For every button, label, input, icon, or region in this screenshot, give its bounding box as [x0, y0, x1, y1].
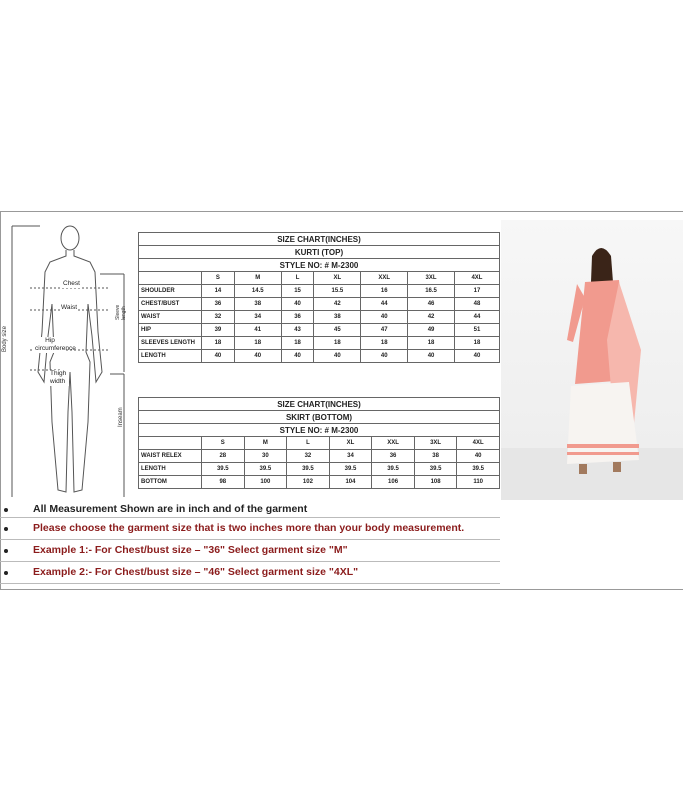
value-cell: 40: [361, 350, 408, 363]
note-text: Example 1:- For Chest/bust size – "36" Select garment size "M": [33, 544, 348, 556]
value-cell: 100: [244, 476, 287, 489]
value-cell: 40: [202, 350, 235, 363]
table-row: [139, 324, 500, 337]
value-cell: 28: [202, 450, 245, 463]
size-header-cell: M: [244, 437, 287, 450]
kurti-size-table: [138, 232, 500, 363]
value-cell: 49: [408, 324, 455, 337]
size-header-cell: XXL: [372, 437, 415, 450]
row-label: SLEEVES LENGTH: [139, 337, 202, 350]
value-cell: 32: [202, 311, 235, 324]
table-row: [139, 298, 500, 311]
value-cell: 47: [361, 324, 408, 337]
kurti-chart-title: SIZE CHART(INCHES): [139, 233, 500, 246]
size-header-row: [139, 437, 500, 450]
size-header-cell: S: [202, 437, 245, 450]
inseam-label: Inseam: [118, 407, 124, 427]
value-cell: 98: [202, 476, 245, 489]
header-blank-cell: [139, 437, 202, 450]
size-header-cell: L: [281, 272, 314, 285]
size-header-cell: L: [287, 437, 330, 450]
thigh-label: Thigh width: [49, 370, 69, 386]
note-item: [0, 502, 500, 518]
kurti-style-number: STYLE NO: # M-2300: [139, 259, 500, 272]
value-cell: 40: [281, 350, 314, 363]
size-header-cell: 4XL: [454, 272, 499, 285]
value-cell: 36: [202, 298, 235, 311]
value-cell: 39.5: [287, 463, 330, 476]
size-header-cell: 4XL: [457, 437, 500, 450]
value-cell: 42: [314, 298, 361, 311]
row-label: LENGTH: [139, 463, 202, 476]
value-cell: 40: [454, 350, 499, 363]
header-blank-cell: [139, 272, 202, 285]
value-cell: 39.5: [457, 463, 500, 476]
value-cell: 46: [408, 298, 455, 311]
note-item: [0, 540, 500, 562]
note-text: Example 2:- For Chest/bust size – "46" Select garment size "4XL": [33, 566, 359, 578]
value-cell: 14.5: [234, 285, 281, 298]
note-item: [0, 562, 500, 584]
measurement-notes: [0, 502, 500, 584]
value-cell: 18: [281, 337, 314, 350]
row-label: WAIST: [139, 311, 202, 324]
value-cell: 40: [408, 350, 455, 363]
value-cell: 110: [457, 476, 500, 489]
skirt-chart-title: SIZE CHART(INCHES): [139, 398, 500, 411]
value-cell: 16.5: [408, 285, 455, 298]
row-label: HIP: [139, 324, 202, 337]
value-cell: 44: [361, 298, 408, 311]
value-cell: 39.5: [414, 463, 457, 476]
value-cell: 15: [281, 285, 314, 298]
size-header-cell: XL: [329, 437, 372, 450]
value-cell: 30: [244, 450, 287, 463]
value-cell: 43: [281, 324, 314, 337]
size-header-cell: S: [202, 272, 235, 285]
value-cell: 38: [314, 311, 361, 324]
value-cell: 40: [281, 298, 314, 311]
note-text: Please choose the garment size that is two inches more than your body measurement.: [33, 522, 465, 534]
value-cell: 38: [234, 298, 281, 311]
value-cell: 18: [361, 337, 408, 350]
size-chart-sheet: [0, 211, 683, 590]
value-cell: 32: [287, 450, 330, 463]
value-cell: 40: [314, 350, 361, 363]
value-cell: 16: [361, 285, 408, 298]
bullet-icon: [4, 549, 8, 553]
value-cell: 48: [454, 298, 499, 311]
value-cell: 38: [414, 450, 457, 463]
value-cell: 106: [372, 476, 415, 489]
model-figure-icon: [501, 220, 683, 500]
row-label: SHOULDER: [139, 285, 202, 298]
value-cell: 34: [329, 450, 372, 463]
value-cell: 18: [202, 337, 235, 350]
value-cell: 41: [234, 324, 281, 337]
value-cell: 18: [454, 337, 499, 350]
body-outline-icon: [0, 212, 135, 502]
kurti-chart-subtitle: KURTI (TOP): [139, 246, 500, 259]
value-cell: 17: [454, 285, 499, 298]
table-row: [139, 350, 500, 363]
table-row: [139, 311, 500, 324]
size-header-cell: 3XL: [408, 272, 455, 285]
value-cell: 39.5: [244, 463, 287, 476]
value-cell: 42: [408, 311, 455, 324]
table-row: [139, 450, 500, 463]
sleeve-length-label: Sleeve length: [115, 304, 127, 320]
value-cell: 18: [314, 337, 361, 350]
table-row: [139, 463, 500, 476]
value-cell: 39.5: [372, 463, 415, 476]
note-item: [0, 518, 500, 540]
value-cell: 34: [234, 311, 281, 324]
value-cell: 39.5: [202, 463, 245, 476]
value-cell: 102: [287, 476, 330, 489]
body-measurement-figure: [0, 212, 135, 502]
waist-label: Waist: [61, 304, 78, 311]
value-cell: 36: [372, 450, 415, 463]
size-header-cell: XL: [314, 272, 361, 285]
skirt-chart-subtitle: SKIRT (BOTTOM): [139, 411, 500, 424]
value-cell: 104: [329, 476, 372, 489]
size-header-cell: 3XL: [414, 437, 457, 450]
bullet-icon: [4, 527, 8, 531]
value-cell: 51: [454, 324, 499, 337]
value-cell: 18: [234, 337, 281, 350]
row-label: LENGTH: [139, 350, 202, 363]
size-header-cell: M: [234, 272, 281, 285]
value-cell: 40: [457, 450, 500, 463]
row-label: CHEST/BUST: [139, 298, 202, 311]
value-cell: 45: [314, 324, 361, 337]
value-cell: 15.5: [314, 285, 361, 298]
chest-label: Chest: [63, 280, 80, 287]
table-row: [139, 285, 500, 298]
table-row: [139, 337, 500, 350]
note-text: All Measurement Shown are in inch and of the garment: [33, 503, 308, 515]
size-header-row: [139, 272, 500, 285]
value-cell: 108: [414, 476, 457, 489]
skirt-style-number: STYLE NO: # M-2300: [139, 424, 500, 437]
value-cell: 39: [202, 324, 235, 337]
row-label: WAIST RELEX: [139, 450, 202, 463]
model-photo: [501, 220, 683, 500]
value-cell: 44: [454, 311, 499, 324]
skirt-size-table: [138, 397, 500, 489]
bullet-icon: [4, 571, 8, 575]
row-label: BOTTOM: [139, 476, 202, 489]
value-cell: 39.5: [329, 463, 372, 476]
value-cell: 14: [202, 285, 235, 298]
bullet-icon: [4, 508, 8, 512]
table-row: [139, 476, 500, 489]
body-size-label: Body size: [2, 325, 8, 352]
value-cell: 40: [234, 350, 281, 363]
size-header-cell: XXL: [361, 272, 408, 285]
hip-label: Hip circumference: [35, 337, 76, 352]
value-cell: 36: [281, 311, 314, 324]
value-cell: 18: [408, 337, 455, 350]
value-cell: 40: [361, 311, 408, 324]
